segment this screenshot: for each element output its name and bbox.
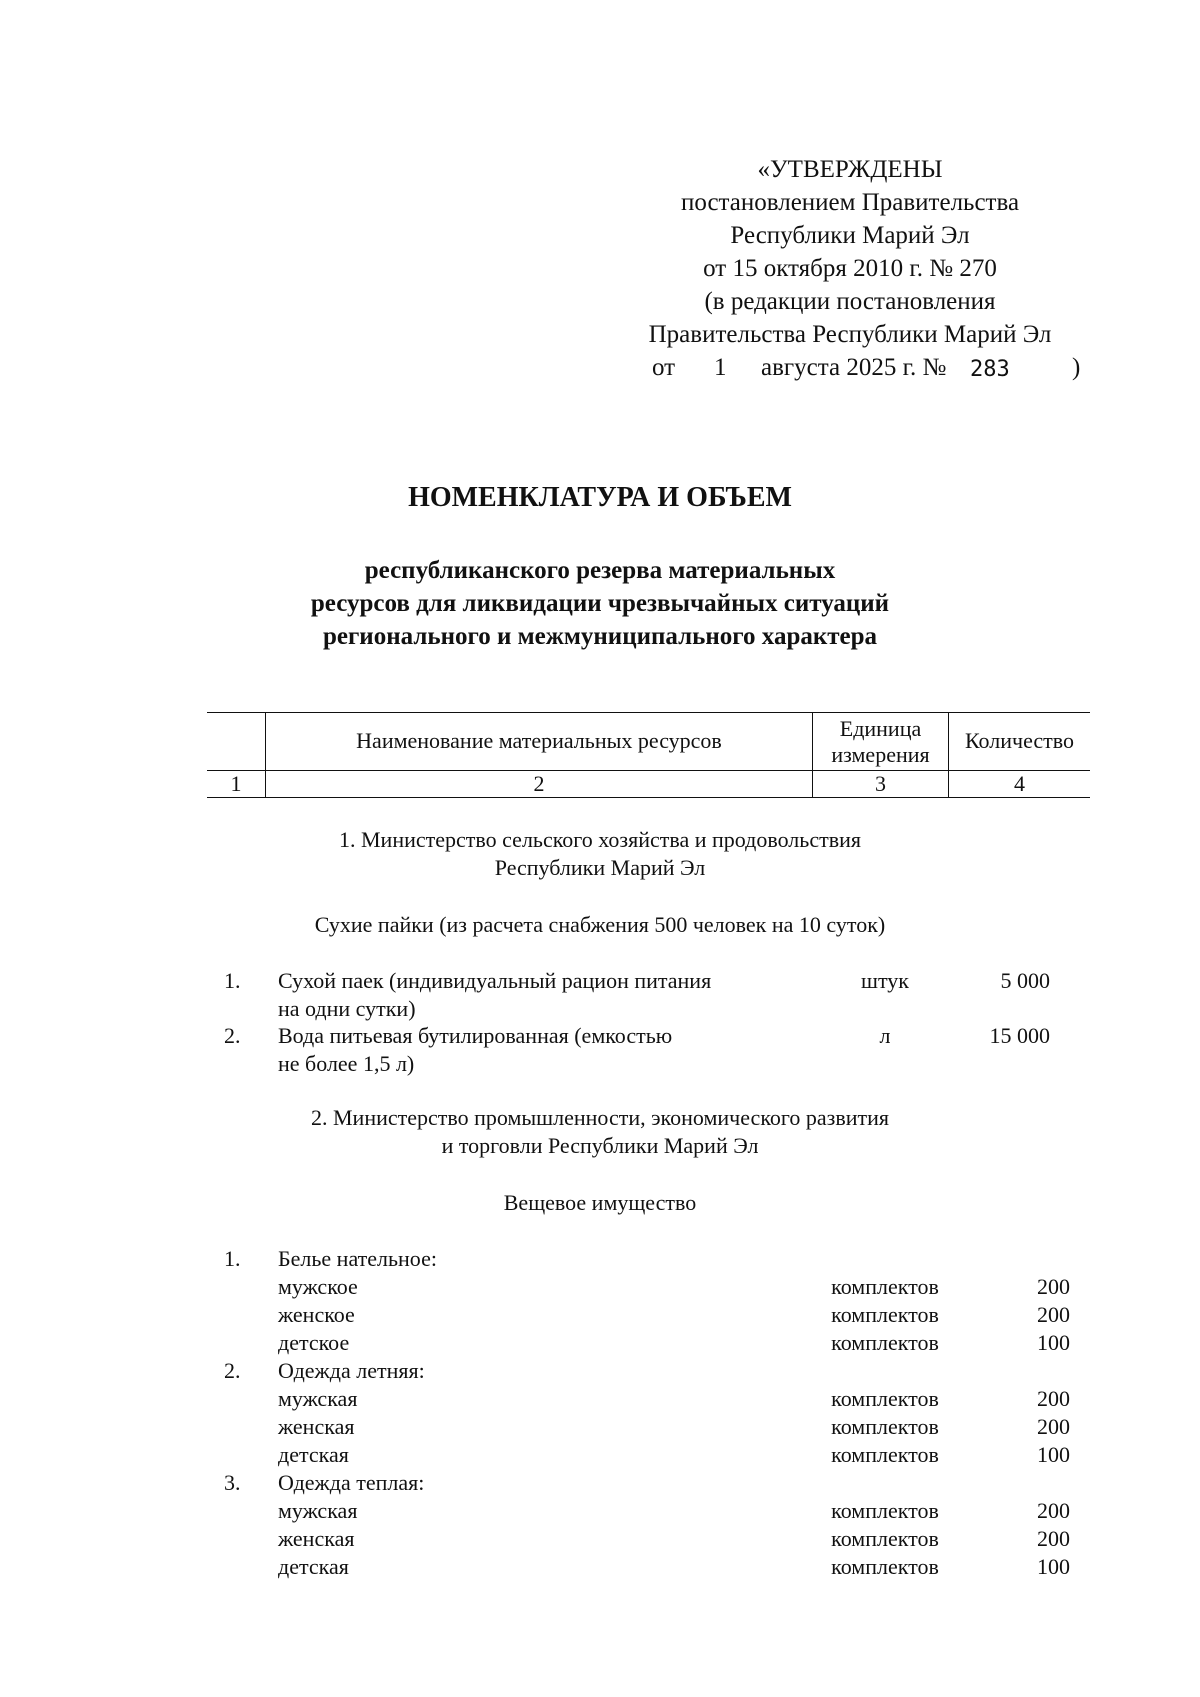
approval-date-suffix: ) xyxy=(1072,354,1081,381)
header-quantity: Количество xyxy=(964,728,1075,753)
row-name-continued: не более 1,5 л) xyxy=(278,1051,415,1076)
row-unit: комплектов xyxy=(831,1526,939,1551)
row-number: 1. xyxy=(224,1246,241,1271)
row-quantity: 200 xyxy=(1037,1302,1070,1327)
row-unit: штук xyxy=(861,968,909,993)
row-name: Вода питьевая бутилированная (емкостью xyxy=(278,1023,673,1048)
table-row xyxy=(0,1385,1200,1413)
row-number: 2. xyxy=(224,1358,241,1383)
row-name: женская xyxy=(278,1526,355,1551)
header-col-2: 2 xyxy=(533,771,545,796)
approval-line-7 xyxy=(600,351,1100,384)
subtitle-line-2: ресурсов для ликвидации чрезвычайных ситуаций xyxy=(310,590,890,617)
header-unit-line-1: Единица xyxy=(839,716,922,741)
row-quantity: 100 xyxy=(1037,1554,1070,1579)
approval-line-2: постановлением Правительства xyxy=(680,189,1020,216)
header-col-4: 4 xyxy=(1014,771,1025,796)
row-quantity: 100 xyxy=(1037,1330,1070,1355)
row-name: Белье нательное: xyxy=(278,1246,437,1271)
approval-line-1: «УТВЕРЖДЕНЫ xyxy=(757,156,943,183)
approval-date-day: 1 xyxy=(714,354,727,381)
row-quantity: 15 000 xyxy=(989,1023,1050,1048)
table-row xyxy=(0,1413,1200,1441)
approval-line-5: (в редакции постановления xyxy=(704,288,996,315)
row-quantity: 200 xyxy=(1037,1498,1070,1523)
row-name: женская xyxy=(278,1414,355,1439)
table-row xyxy=(0,1273,1200,1301)
header-col-1: 1 xyxy=(230,771,242,796)
row-unit: комплектов xyxy=(831,1414,939,1439)
subtitle-line-1: республиканского резерва материальных xyxy=(364,557,836,584)
row-number: 2. xyxy=(224,1023,241,1048)
row-unit: комплектов xyxy=(831,1442,939,1467)
table-bottom-rule xyxy=(207,797,1090,798)
list-group-header xyxy=(0,1245,1200,1273)
header-name: Наименование материальных ресурсов xyxy=(356,728,722,753)
section-1-heading-line-2: Республики Марий Эл xyxy=(494,855,706,880)
row-name: детская xyxy=(278,1554,349,1579)
document-title: НОМЕНКЛАТУРА И ОБЪЕМ xyxy=(408,482,792,513)
row-unit: комплектов xyxy=(831,1498,939,1523)
header-col-3: 3 xyxy=(875,771,886,796)
section-2-heading-line-1: 2. Министерство промышленности, экономического развития xyxy=(310,1105,889,1130)
row-name: мужское xyxy=(278,1274,358,1299)
approval-line-4: от 15 октября 2010 г. № 270 xyxy=(703,255,997,282)
table-row xyxy=(0,1525,1200,1553)
row-quantity: 200 xyxy=(1037,1526,1070,1551)
row-quantity: 200 xyxy=(1037,1414,1070,1439)
section-2-heading-line-2: и торговли Республики Марий Эл xyxy=(441,1133,759,1158)
row-quantity: 200 xyxy=(1037,1274,1070,1299)
header-unit-line-2: измерения xyxy=(831,742,930,767)
row-name-continued: на одни сутки) xyxy=(278,996,416,1021)
row-name: Одежда летняя: xyxy=(278,1358,425,1383)
section-1-heading-line-1: 1. Министерство сельского хозяйства и продовольствия xyxy=(339,827,861,852)
row-quantity: 5 000 xyxy=(1000,968,1050,993)
row-name: Сухой паек (индивидуальный рацион питания xyxy=(278,968,712,993)
table-row xyxy=(0,967,1200,1021)
list-group-header xyxy=(0,1469,1200,1497)
list-group-header xyxy=(0,1357,1200,1385)
row-name: детская xyxy=(278,1442,349,1467)
row-unit: комплектов xyxy=(831,1274,939,1299)
row-unit: комплектов xyxy=(831,1386,939,1411)
row-name: мужская xyxy=(278,1386,358,1411)
row-name: детское xyxy=(278,1330,350,1355)
approval-block xyxy=(600,153,1100,384)
row-name: Одежда теплая: xyxy=(278,1470,425,1495)
row-name: женское xyxy=(278,1302,355,1327)
row-quantity: 100 xyxy=(1037,1442,1070,1467)
header-unit xyxy=(813,716,948,768)
table-row xyxy=(0,1441,1200,1469)
row-name: мужская xyxy=(278,1498,358,1523)
table-header xyxy=(207,712,1090,798)
approval-line-3: Республики Марий Эл xyxy=(730,222,970,249)
table-top-rule xyxy=(207,712,1090,713)
row-unit: комплектов xyxy=(831,1330,939,1355)
row-quantity: 200 xyxy=(1037,1386,1070,1411)
section-1-heading xyxy=(0,826,1200,882)
row-unit: л xyxy=(879,1023,891,1048)
approval-number: 283 xyxy=(970,357,1010,382)
row-number: 3. xyxy=(224,1470,241,1495)
approval-line-6: Правительства Республики Марий Эл xyxy=(648,321,1052,348)
row-number: 1. xyxy=(224,968,241,993)
table-row xyxy=(0,1497,1200,1525)
table-row xyxy=(0,1553,1200,1581)
table-row xyxy=(0,1301,1200,1329)
section-2-subheading: Вещевое имущество xyxy=(503,1190,697,1215)
table-row xyxy=(0,1329,1200,1357)
table-row xyxy=(0,1022,1200,1076)
approval-date-middle: августа 2025 г. № xyxy=(761,354,947,381)
approval-date-prefix: от xyxy=(652,354,676,381)
subtitle-line-3: регионального и межмуниципального характера xyxy=(322,623,878,650)
section-2-heading xyxy=(0,1104,1200,1160)
row-unit: комплектов xyxy=(831,1302,939,1327)
row-unit: комплектов xyxy=(831,1554,939,1579)
section-1-subheading: Сухие пайки (из расчета снабжения 500 человек на 10 суток) xyxy=(314,912,886,937)
document-subtitle xyxy=(0,554,1200,653)
